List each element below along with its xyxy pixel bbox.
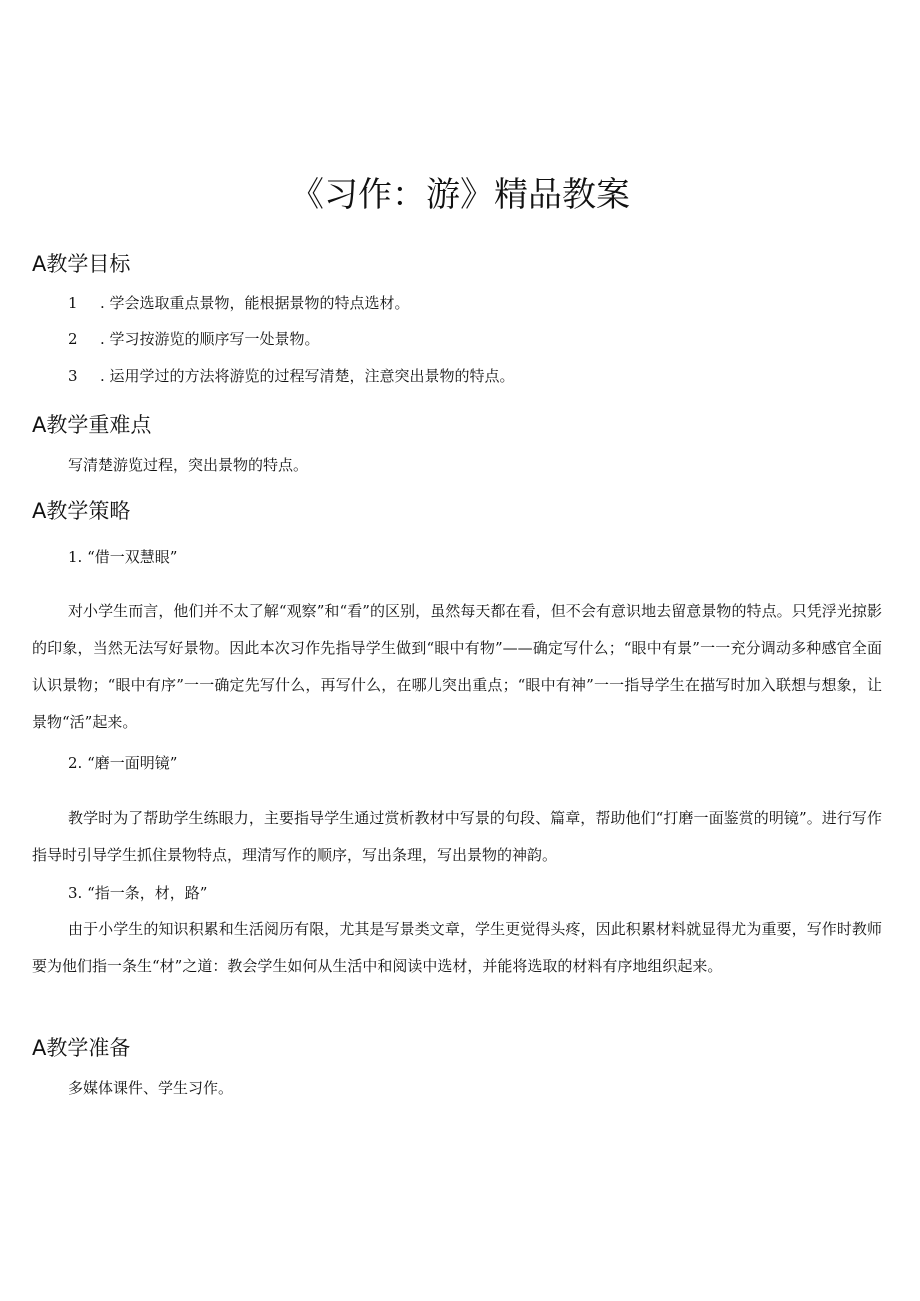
strategy-subtitle-3: 3. “指一条，材，路” xyxy=(68,884,208,902)
objective-item-3 xyxy=(68,365,515,387)
objective-number: 2 xyxy=(68,330,78,348)
section-heading-preparation xyxy=(32,1033,130,1063)
section-marker: A xyxy=(32,499,47,523)
objective-number: 3 xyxy=(68,367,78,385)
objective-text: . 运用学过的方法将游览的过程写清楚，注意突出景物的特点。 xyxy=(100,367,515,385)
section-heading-strategy xyxy=(32,496,130,526)
strategy-paragraph-1: 对小学生而言，他们并不太了解“观察”和“看”的区别，虽然每天都在看，但不会有意识地去留意景物的特点。只凭浮光掠影的印象，当然无法写好景物。因此本次习作先指导学生做到“眼中有物”——确定写什么；“眼中有景”一一充分调动多种感官全面认识景物；“眼中有序”一一确定先写什么，再写什么，在哪儿突出重点；“眼中有神”一一指导学生在描写时加入联想与想象，让景物“活”起来。 xyxy=(32,602,882,731)
objective-item-2 xyxy=(68,328,320,350)
objective-number: 1 xyxy=(68,294,78,312)
strategy-paragraph-3: 由于小学生的知识积累和生活阅历有限，尤其是写景类文章，学生更觉得头疼，因此积累材料就显得尤为重要，写作时教师要为他们指一条生“材”之道：教会学生如何从生活中和阅读中选材，并能将选取的材料有序地组织起来。 xyxy=(32,920,882,975)
key-points-text: 写清楚游览过程，突出景物的特点。 xyxy=(68,456,309,474)
preparation-text: 多媒体课件、学生习作。 xyxy=(68,1079,234,1097)
objective-text: . 学会选取重点景物，能根据景物的特点选材。 xyxy=(100,294,410,312)
section-heading-text: 教学目标 xyxy=(46,252,131,276)
section-heading-text: 教学策略 xyxy=(46,499,131,523)
section-heading-objectives xyxy=(32,249,130,279)
section-marker: A xyxy=(32,252,47,276)
strategy-subtitle-1: 1. “借一双慧眼” xyxy=(68,548,178,566)
strategy-paragraph-2: 教学时为了帮助学生练眼力，主要指导学生通过赏析教材中写景的句段、篇章，帮助他们“打磨一面鉴赏的明镜”。进行写作指导时引导学生抓住景物特点，理清写作的顺序，写出条理，写出景物的神韵。 xyxy=(32,809,882,864)
section-heading-text: 教学准备 xyxy=(46,1036,131,1060)
section-heading-text: 教学重难点 xyxy=(46,413,152,437)
objective-text: . 学习按游览的顺序写一处景物。 xyxy=(100,330,320,348)
page-title: 《习作：游》精品教案 xyxy=(290,175,630,215)
strategy-subtitle-2: 2. “磨一面明镜” xyxy=(68,754,178,772)
objective-item-1 xyxy=(68,292,410,314)
section-marker: A xyxy=(32,1036,47,1060)
section-marker: A xyxy=(32,413,47,437)
section-heading-key-points xyxy=(32,410,151,440)
